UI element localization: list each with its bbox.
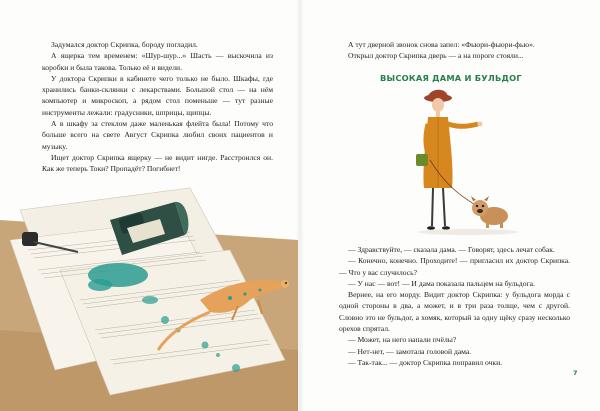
paragraph: — Так-так... — доктор Скрипка поправил очки. [348,357,503,367]
paragraph: — Конечно, конечно. Проходите! — пригласил их доктор Скрипка. — Что у вас случилось? [339,256,570,277]
section-heading: ВЫСОКАЯ ДАМА И БУЛЬДОГ [380,73,522,83]
right-page-dialogue [339,244,570,368]
paragraph: Задумался доктор Скрипка, бороду погладил. [51,40,198,49]
lady-with-bulldog-illustration [408,80,538,240]
paragraph: А тут дверной звонок снова запел: «Фьюри-фьюри-фью». [348,40,535,49]
face [432,98,444,112]
paragraph: — Нет-нет, — замотала головой дама. [348,346,472,356]
paragraph: Ищет доктор Скрипка ящерку — не видит нигде. Расстроился он. Как же теперь Токи? Пропадёт? Погибнет! [42,152,273,174]
paragraph: Открыл доктор Скрипка дверь — а на пороге стояли... [348,51,524,61]
paragraph: Вернее, на его морду. Видит доктор Скрипка: у бульдога морда с одной стороны в два, а может, и в три раза толще, чем с другой. Словно это не бульдог, а хомяк, который за одну щёку сразу несколько орехов спрятал. [339,290,570,334]
right-page-intro [339,39,570,62]
paragraph: А в шкафу за стеклом даже маленькая флейта была! Потому что больше всего на свете Август Скрипка любил своих пациентов и музыку. [42,119,273,151]
paragraph: — У нас — вот! — И дама показала пальцем на бульдога. [348,278,535,288]
page-number: 7 [573,369,578,377]
left-page-text [42,39,273,175]
paragraph: — Здравствуйте, — сказала дама. — Говорят, здесь лечат собак. [348,245,555,254]
ink-bottle-illustration [0,180,298,411]
handbag-icon [416,154,428,166]
paragraph: — Может, на него напали пчёлы? [348,335,457,345]
paragraph: У доктора Скрипки в кабинете чего только не было. Шкафы, где хранились банки-склянки с лекарствами. Большой стол — на нём компьютер и микроскоп, а рядом стол поменьше — тут разные инструменты лежали: градусники, шприцы, щипцы. [42,73,273,117]
bulldog-icon [471,196,508,228]
paragraph: А ящерка тем временем: «Шур-шур...» Шасть — выскочила из коробки и была такова. Только её и видели. [42,51,273,72]
